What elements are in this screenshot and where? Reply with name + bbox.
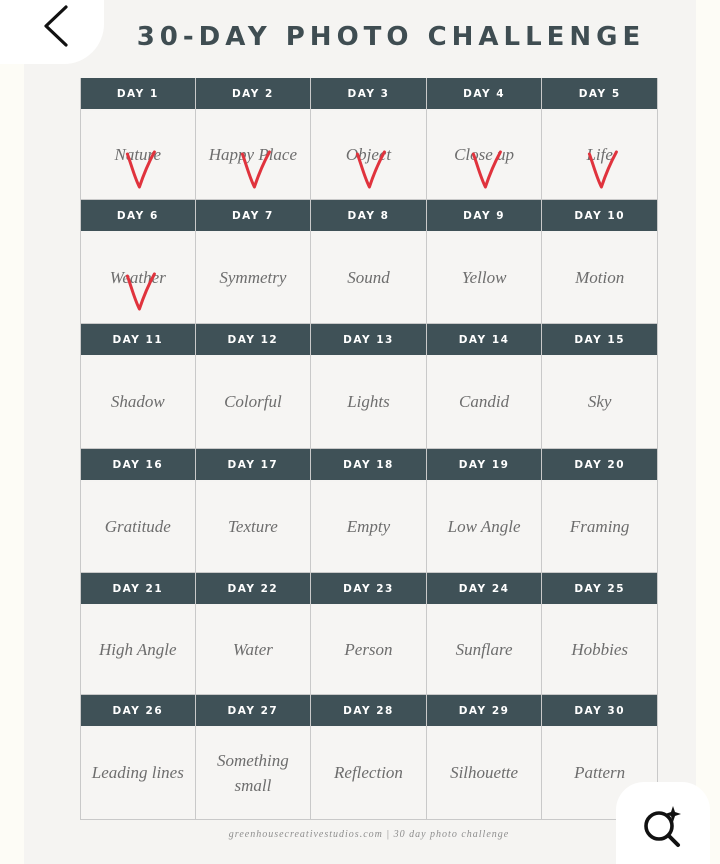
prompt-text-box: [196, 233, 311, 323]
day-label: DAY 7: [196, 200, 311, 233]
day-label: DAY 29: [427, 695, 542, 728]
day-cell[interactable]: [80, 78, 196, 200]
page-title: 30-DAY PHOTO CHALLENGE: [136, 22, 646, 52]
prompt-text-box: [311, 233, 426, 323]
day-label: DAY 10: [542, 200, 657, 233]
prompt-text-box: [196, 111, 311, 199]
prompt-text-box: [427, 482, 542, 572]
check-mark-icon: [124, 149, 158, 199]
prompt-text: Sky: [587, 392, 612, 412]
prompt-text-box: [427, 111, 542, 199]
day-cell[interactable]: [542, 200, 658, 324]
prompt-text-box: [81, 233, 195, 323]
prompt-text: Object: [345, 144, 392, 164]
day-label: DAY 19: [427, 449, 542, 482]
day-label: DAY 18: [311, 449, 426, 482]
chevron-left-icon: [40, 3, 70, 49]
day-label: DAY 20: [542, 449, 657, 482]
prompt-text-box: [81, 482, 195, 572]
prompt-text: Low Angle: [447, 516, 521, 536]
prompt-text-box: [427, 233, 542, 323]
prompt-text-box: [196, 357, 311, 448]
day-label: DAY 11: [81, 324, 195, 357]
prompt-text-box: [311, 482, 426, 572]
day-cell[interactable]: [311, 449, 427, 573]
day-label: DAY 30: [542, 695, 657, 728]
day-cell[interactable]: [542, 324, 658, 449]
challenge-grid: [80, 78, 658, 820]
prompt-text-box: [542, 357, 657, 448]
prompt-text: High Angle: [98, 639, 177, 659]
day-label: DAY 28: [311, 695, 426, 728]
prompt-text-box: [427, 606, 542, 694]
day-label: DAY 21: [81, 573, 195, 606]
day-label: DAY 5: [542, 78, 657, 111]
prompt-text-box: [542, 482, 657, 572]
day-cell[interactable]: [80, 324, 196, 449]
prompt-text: Symmetry: [219, 267, 287, 287]
check-mark-icon: [124, 271, 158, 321]
prompt-text-box: [542, 233, 657, 323]
prompt-text: Leading lines: [91, 763, 184, 783]
day-cell[interactable]: [427, 449, 543, 573]
prompt-text-box: [311, 357, 426, 448]
day-cell[interactable]: [80, 573, 196, 695]
search-sparkle-icon: [640, 804, 686, 850]
prompt-text: Happy Place: [208, 144, 298, 164]
prompt-text-box: [311, 728, 426, 819]
day-cell[interactable]: [542, 449, 658, 573]
prompt-text-box: [427, 728, 542, 819]
prompt-text: Framing: [569, 516, 630, 536]
prompt-text: Person: [344, 639, 393, 659]
check-mark-icon: [586, 149, 620, 199]
day-label: DAY 24: [427, 573, 542, 606]
prompt-text: Sound: [347, 267, 390, 287]
prompt-text: Something small: [217, 750, 289, 795]
day-label: DAY 12: [196, 324, 311, 357]
check-mark-icon: [239, 149, 273, 199]
day-label: DAY 25: [542, 573, 657, 606]
prompt-text: Life: [586, 144, 613, 164]
prompt-text: Water: [232, 639, 273, 659]
day-label: DAY 15: [542, 324, 657, 357]
day-cell[interactable]: [311, 695, 427, 820]
prompt-text-box: [542, 111, 657, 199]
day-cell[interactable]: [196, 449, 312, 573]
prompt-text: Silhouette: [450, 763, 519, 783]
prompt-text-box: [196, 606, 311, 694]
prompt-text-box: [81, 357, 195, 448]
visual-search-button[interactable]: [616, 782, 710, 864]
check-mark-icon: [355, 149, 389, 199]
day-label: DAY 4: [427, 78, 542, 111]
prompt-text: Gratitude: [104, 516, 171, 536]
day-cell[interactable]: [427, 78, 543, 200]
day-cell[interactable]: [311, 573, 427, 695]
prompt-text: Reflection: [334, 763, 403, 783]
day-cell[interactable]: [80, 695, 196, 820]
day-label: DAY 3: [311, 78, 426, 111]
prompt-text: Texture: [228, 516, 278, 536]
day-cell[interactable]: [196, 573, 312, 695]
day-cell[interactable]: [427, 324, 543, 449]
check-mark-icon: [470, 149, 504, 199]
day-label: DAY 27: [196, 695, 311, 728]
prompt-text: Hobbies: [571, 639, 628, 659]
prompt-text-box: [81, 111, 195, 199]
prompt-text-box: [311, 606, 426, 694]
day-label: DAY 26: [81, 695, 195, 728]
day-cell[interactable]: [311, 324, 427, 449]
prompt-text: Motion: [575, 267, 625, 287]
back-button[interactable]: [0, 0, 104, 64]
day-label: DAY 17: [196, 449, 311, 482]
day-cell[interactable]: [427, 573, 543, 695]
grid-row: [80, 695, 658, 820]
prompt-text: Sunflare: [455, 639, 513, 659]
day-cell[interactable]: [542, 78, 658, 200]
prompt-text: Empty: [346, 516, 391, 536]
grid-row: [80, 200, 658, 324]
day-label: DAY 2: [196, 78, 311, 111]
day-label: DAY 1: [81, 78, 195, 111]
prompt-text: Yellow: [461, 267, 507, 287]
prompt-text: Colorful: [224, 392, 282, 412]
day-cell[interactable]: [80, 449, 196, 573]
prompt-text-box: [196, 728, 311, 819]
day-cell[interactable]: [427, 200, 543, 324]
day-label: DAY 22: [196, 573, 311, 606]
prompt-text: Candid: [459, 392, 510, 412]
grid-row: [80, 449, 658, 573]
prompt-text-box: [427, 357, 542, 448]
grid-row: [80, 573, 658, 695]
day-cell[interactable]: [311, 78, 427, 200]
day-label: DAY 6: [81, 200, 195, 233]
prompt-text-box: [196, 482, 311, 572]
day-label: DAY 13: [311, 324, 426, 357]
day-cell[interactable]: [542, 573, 658, 695]
prompt-text-box: [542, 606, 657, 694]
prompt-text: Pattern: [574, 763, 626, 783]
day-cell[interactable]: [80, 200, 196, 324]
prompt-text: Weather: [109, 267, 166, 287]
day-cell[interactable]: [427, 695, 543, 820]
day-cell[interactable]: [311, 200, 427, 324]
day-label: DAY 8: [311, 200, 426, 233]
prompt-text-box: [81, 728, 195, 819]
prompt-text: Lights: [347, 392, 390, 412]
day-label: DAY 14: [427, 324, 542, 357]
day-cell[interactable]: [196, 200, 312, 324]
prompt-text: Close up: [454, 144, 515, 164]
prompt-text: Nature: [114, 144, 162, 164]
prompt-text-box: [81, 606, 195, 694]
day-cell[interactable]: [196, 695, 312, 820]
footer-credit: greenhousecreativestudios.com | 30 day photo challenge: [228, 829, 510, 840]
grid-row: [80, 324, 658, 449]
day-label: DAY 16: [81, 449, 195, 482]
day-label: DAY 23: [311, 573, 426, 606]
grid-row: [80, 78, 658, 200]
prompt-text-box: [311, 111, 426, 199]
day-cell[interactable]: [196, 324, 312, 449]
day-cell[interactable]: [196, 78, 312, 200]
prompt-text: Shadow: [110, 392, 165, 412]
day-label: DAY 9: [427, 200, 542, 233]
